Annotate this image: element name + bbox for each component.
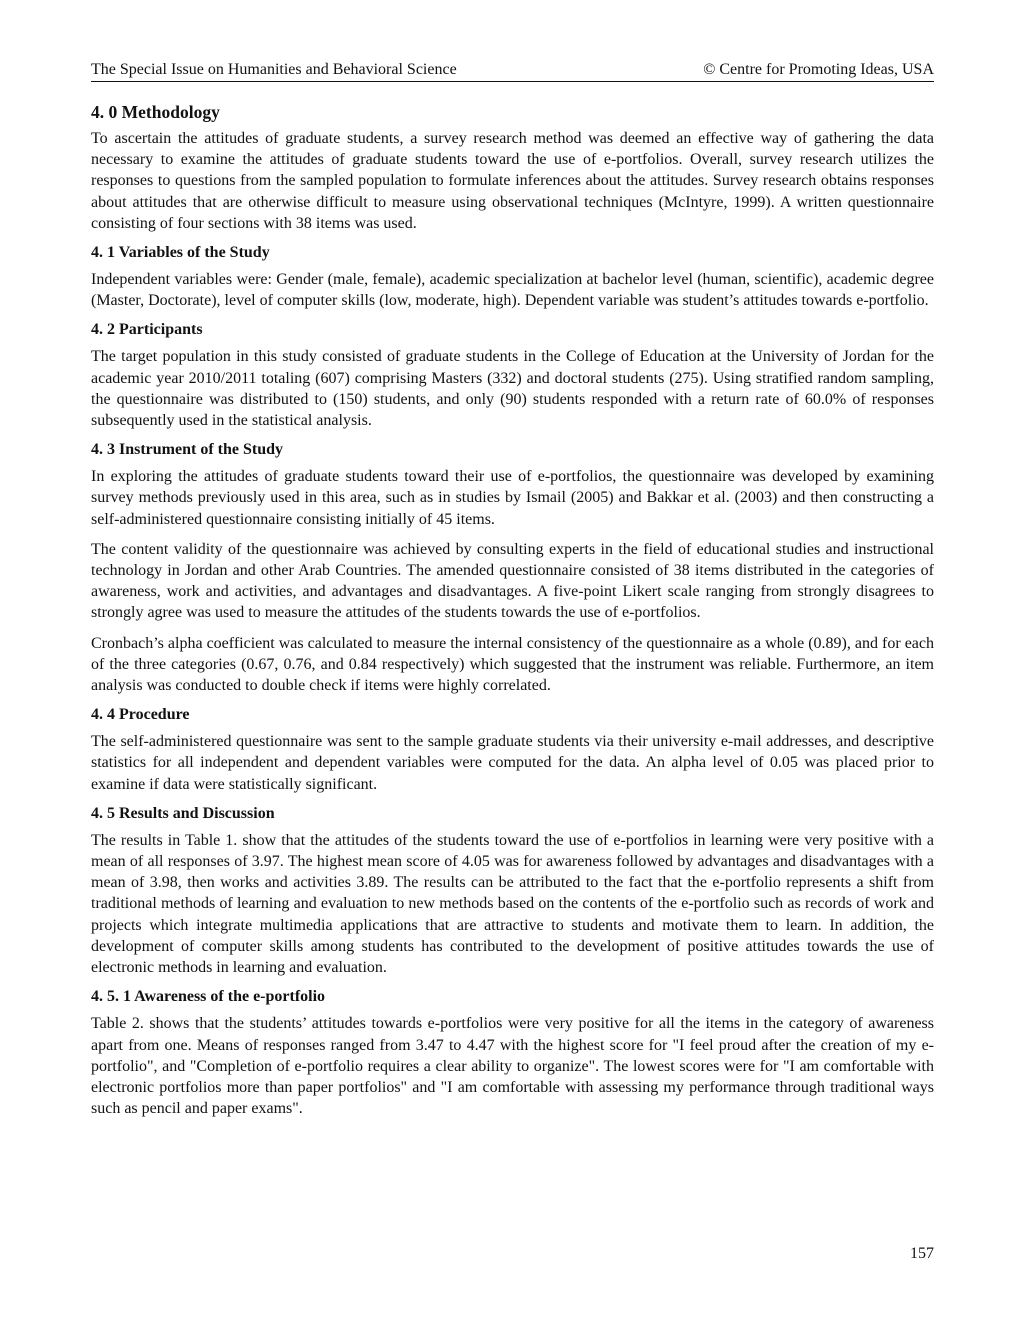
section-results: [91, 804, 934, 978]
page-content: [91, 60, 934, 1128]
paragraph: To ascertain the attitudes of graduate students, a survey research method was deemed an effective way of gathering the data necessary to examine the attitudes of graduate students toward the use of e-portfolios. Overall, survey research utilizes the responses to questions from the sampled population to formulate inferences about the attitudes. Survey research obtains responses about attitudes that are otherwise difficult to measure using observational techniques (McIntyre, 1999). A written questionnaire consisting of four sections with 38 items was used.: [91, 130, 934, 232]
section-instrument: [91, 440, 934, 696]
paragraph: The results in Table 1. show that the attitudes of the students toward the use of e-portfolios in learning were very positive with a mean of all responses of 3.97. The highest mean score of 4.05 was for awareness followed by advantages and disadvantages with a mean of 3.98, then works and activities 3.89. The results can be attributed to the fact that the e-portfolio represents a shift from traditional methods of learning and evaluation to new methods based on the contents of the e-portfolio such as records of work and projects which integrate multimedia applications that are attractive to students and motivate them to learn. In addition, the development of computer skills among students has contributed to the development of positive attitudes towards the use of electronic methods in learning and evaluation.: [91, 831, 934, 977]
paragraph: The target population in this study consisted of graduate students in the College of Education at the University of Jordan for the academic year 2010/2011 totaling (607) comprising Masters (332) and doctoral students (275). Using stratified random sampling, the questionnaire was distributed to (150) students, and only (90) students responded with a return rate of 60.0% of responses subsequently used in the statistical analysis.: [91, 348, 934, 430]
section-variables: [91, 243, 934, 311]
subsection-heading: 4. 1 Variables of the Study: [91, 244, 270, 262]
running-header: [91, 60, 934, 82]
section-methodology: [91, 101, 934, 234]
section-awareness: [91, 987, 934, 1119]
subsection-heading: 4. 5. 1 Awareness of the e-portfolio: [91, 988, 326, 1006]
subsection-heading: 4. 5 Results and Discussion: [91, 804, 275, 822]
paragraph: Cronbach’s alpha coefficient was calculated to measure the internal consistency of the questionnaire as a whole (0.89), and for each of the three categories (0.67, 0.76, and 0.84 respectively) which suggested that the instrument was reliable. Furthermore, an item analysis was conducted to double check if items were highly correlated.: [91, 634, 934, 695]
subsection-heading: 4. 3 Instrument of the Study: [91, 441, 284, 459]
section-procedure: [91, 705, 934, 795]
page-number: 157: [910, 1245, 934, 1262]
paragraph: Independent variables were: Gender (male, female), academic specialization at bachelor level (human, scientific), academic degree (Master, Doctorate), level of computer skills (low, moderate, high). Dependent variable was student’s attitudes towards e-portfolio.: [91, 271, 934, 310]
subsection-heading: 4. 2 Participants: [91, 321, 203, 339]
paragraph: In exploring the attitudes of graduate students toward their use of e-portfolios, the questionnaire was developed by examining survey methods previously used in this area, such as in studies by Ismail (2005) and Bakkar et al. (2003) and then constructing a self-administered questionnaire consisting initially of 45 items.: [91, 468, 934, 528]
paragraph: The self-administered questionnaire was sent to the sample graduate students via their university e-mail addresses, and descriptive statistics for all independent and dependent variables were computed for the data. An alpha level of 0.05 was placed prior to examine if data were statistically significant.: [91, 733, 934, 793]
publisher-credit: © Centre for Promoting Ideas, USA: [703, 60, 934, 82]
subsection-heading: 4. 4 Procedure: [91, 706, 190, 724]
section-heading: 4. 0 Methodology: [91, 102, 220, 122]
paragraph: Table 2. shows that the students’ attitudes towards e-portfolios were very positive for all the items in the category of awareness apart from one. Means of responses ranged from 3.47 to 4.47 with the highest score for "I feel proud after the creation of my e-portfolio", and "Completion of e-portfolio requires a clear ability to organize". The lowest scores were for "I am comfortable with electronic portfolios more than paper portfolios" and "I am comfortable with assessing my performance through traditional ways such as pencil and paper exams".: [91, 1015, 934, 1118]
journal-title: The Special Issue on Humanities and Behavioral Science: [91, 60, 703, 82]
paragraph: The content validity of the questionnaire was achieved by consulting experts in the field of educational studies and instructional technology in Jordan and other Arab Countries. The amended questionnaire consisted of 38 items distributed in the categories of awareness, work and activities, and advantages and disadvantages. A five-point Likert scale ranging from strongly disagrees to strongly agree was used to measure the attitudes of the students towards the use of e-portfolios.: [91, 540, 934, 622]
section-participants: [91, 320, 934, 431]
